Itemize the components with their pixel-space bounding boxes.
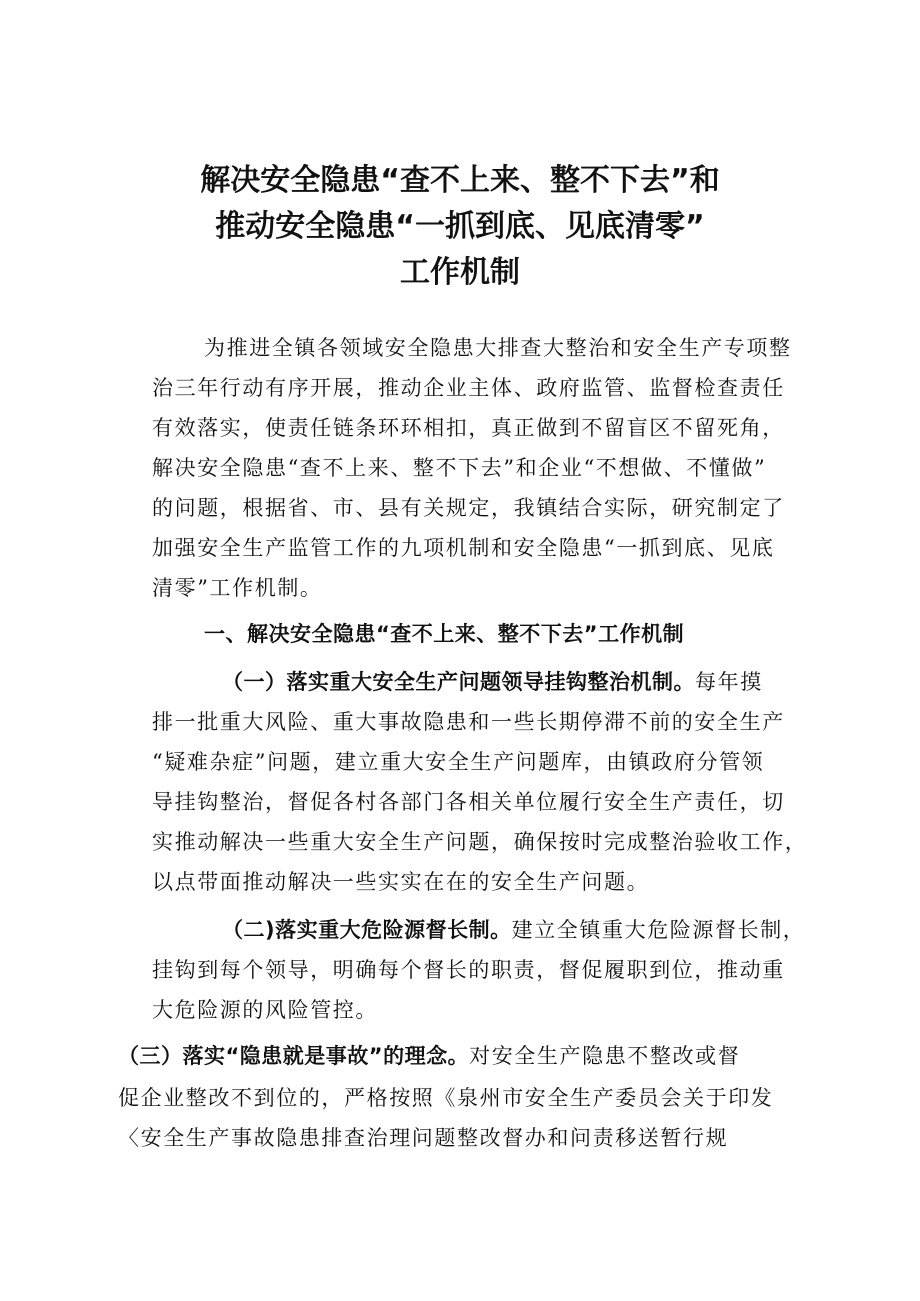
item-3-first-line [118,1036,740,1076]
item-2-first-line [222,910,805,950]
item-3-first-tail: 对安全生产隐患不整改或督 [469,1044,741,1068]
document-title [120,158,800,296]
intro-line: 治三年行动有序开展，推动企业主体、政府监管、监督检查责任 [152,376,785,400]
title-line-3: 工作机制 [400,255,520,290]
item-1-line: 排一批重大风险、重大事故隐患和一些长期停滞不前的安全生产 [152,710,785,734]
item-1-first-line [222,662,763,702]
title-line-1: 解决安全隐患“查不上来、整不下去”和 [200,163,720,198]
section-1-heading: 一、解决安全隐患“查不上来、整不下去”工作机制 [204,622,685,646]
item-3-heading: （三）落实“隐患就是事故”的理念。 [118,1044,470,1068]
item-1-first-tail: 每年摸 [695,670,763,694]
title-line-2: 推动安全隐患“一抓到底、见底清零” [215,209,705,244]
item-2-first-tail: 建立全镇重大危险源督长制， [511,918,806,942]
item-1-line: 导挂钩整治，督促各村各部门各相关单位履行安全生产责任，切 [152,790,785,814]
item-2-line: 大危险源的风险管控。 [152,998,378,1022]
intro-line: 有效落实，使责任链条环环相扣，真正做到不留盲区不留死角， [152,416,785,440]
item-3-line: 〈安全生产事故隐患排查治理问题整改督办和问责移送暂行规 [118,1126,729,1150]
intro-line: 的问题，根据省、市、县有关规定，我镇结合实际，研究制定了 [152,496,785,520]
item-2-heading: （二)落实重大危险源督长制。 [222,918,512,942]
item-1-heading: （一）落实重大安全生产问题领导挂钩整治机制。 [222,670,695,694]
intro-line: 加强安全生产监管工作的九项机制和安全隐患“一抓到底、见底 [152,536,775,560]
intro-line: 解决安全隐患“查不上来、整不下去”和企业“不想做、不懂做” [152,456,767,480]
intro-line: 为推进全镇各领域安全隐患大排查大整治和安全生产专项整 [204,336,792,360]
item-1-line: “疑难杂症”问题，建立重大安全生产问题库，由镇政府分管领 [152,750,765,774]
item-3-line: 促企业整改不到位的，严格按照《泉州市安全生产委员会关于印发 [118,1086,774,1110]
item-1-line: 以点带面推动解决一些实实在在的安全生产问题。 [152,870,650,894]
item-2-line: 挂钩到每个领导，明确每个督长的职责，督促履职到位，推动重 [152,958,785,982]
item-1-line: 实推动解决一些重大安全生产问题，确保按时完成整治验收工作， [152,830,808,854]
intro-line: 清零”工作机制。 [152,576,323,600]
